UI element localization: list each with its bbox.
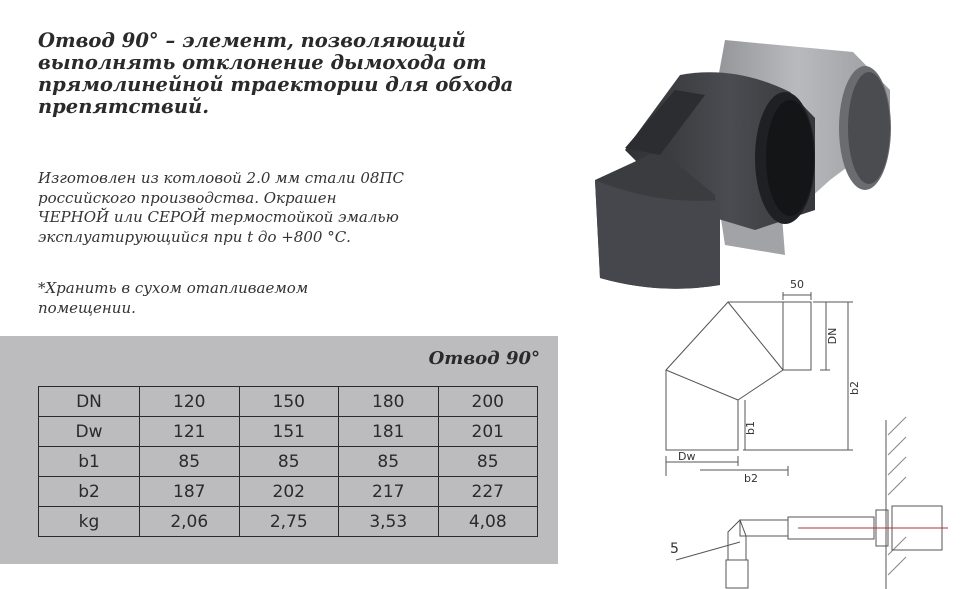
table-cell: 85 (339, 447, 439, 477)
row-label: b1 (39, 447, 140, 477)
table-row (39, 387, 538, 417)
table-title: Отвод 90° (428, 348, 540, 369)
note-line: *Хранить в сухом отапливаемом (38, 279, 309, 297)
row-label: Dw (39, 417, 140, 447)
table-cell: 120 (140, 387, 240, 417)
table-row (39, 477, 538, 507)
row-label: b2 (39, 477, 140, 507)
callout-5-label: 5 (670, 541, 679, 557)
table-cell: 150 (239, 387, 339, 417)
technical-drawing (648, 270, 958, 589)
title-line: выполнять отклонение дымохода от (38, 51, 487, 74)
table-cell: 187 (140, 477, 240, 507)
table-cell: 181 (339, 417, 439, 447)
table-cell: 4,08 (438, 507, 538, 537)
spec-table-panel (0, 336, 558, 564)
elbow-outline (666, 302, 783, 450)
description-line: ЧЕРНОЙ или СЕРОЙ термостойкой эмалью (38, 208, 399, 226)
table-row (39, 417, 538, 447)
storage-note (38, 279, 458, 318)
table-cell: 151 (239, 417, 339, 447)
dim-b1-label: b1 (744, 421, 757, 435)
table-cell: 200 (438, 387, 538, 417)
description-line: эксплуатирующийся при t до +800 °С. (38, 227, 351, 246)
title-line: Отвод 90° – элемент, позволяющий (38, 29, 466, 52)
row-label: kg (39, 507, 140, 537)
spec-table (38, 386, 538, 537)
table-cell: 3,53 (339, 507, 439, 537)
dim-b2-vertical-label: b2 (848, 381, 861, 395)
table-cell: 121 (140, 417, 240, 447)
row-label: DN (39, 387, 140, 417)
table-row (39, 507, 538, 537)
black-elbow-icon (595, 72, 815, 288)
table-cell: 85 (438, 447, 538, 477)
dim-50-label: 50 (790, 278, 804, 291)
dim-dn-label: DN (826, 327, 839, 345)
page-title (38, 30, 558, 118)
dim-dw-label: Dw (678, 450, 696, 463)
table-cell: 227 (438, 477, 538, 507)
table-cell: 202 (239, 477, 339, 507)
note-line: помещении. (38, 298, 136, 317)
table-cell: 85 (140, 447, 240, 477)
title-line: препятствий. (38, 95, 210, 118)
elbow-photo (585, 30, 910, 295)
table-row (39, 447, 538, 477)
product-description (38, 169, 508, 247)
table-cell: 2,75 (239, 507, 339, 537)
title-line: прямолинейной траектории для обхода (38, 73, 514, 96)
description-line: Изготовлен из котловой 2.0 мм стали 08ПС (38, 169, 404, 187)
table-cell: 201 (438, 417, 538, 447)
dim-b2-horizontal-label: b2 (744, 472, 758, 485)
table-cell: 2,06 (140, 507, 240, 537)
table-cell: 85 (239, 447, 339, 477)
table-cell: 217 (339, 477, 439, 507)
description-line: российского производства. Окрашен (38, 188, 337, 207)
table-cell: 180 (339, 387, 439, 417)
